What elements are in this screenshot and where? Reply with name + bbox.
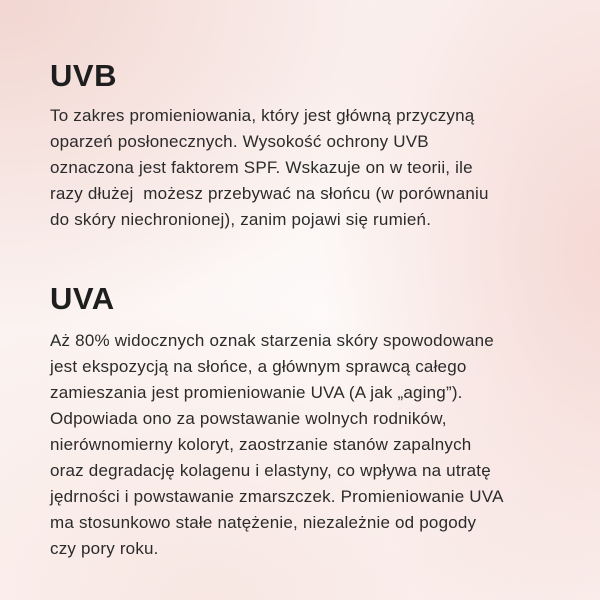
uva-paragraph-line: ma stosunkowo stałe natężenie, niezależnie od pogody bbox=[50, 513, 477, 532]
uvb-paragraph-line: razy dłużej możesz przebywać na słońcu (w porównaniu bbox=[50, 184, 489, 203]
uva-paragraph bbox=[50, 328, 570, 562]
uva-paragraph-line: nierównomierny koloryt, zaostrzanie stanów zapalnych bbox=[50, 435, 472, 454]
uva-paragraph-line: jędrności i powstawanie zmarszczek. Promieniowanie UVA bbox=[50, 487, 504, 506]
section-heading-uva: UVA bbox=[50, 281, 115, 316]
uva-paragraph-line: Odpowiada ono za powstawanie wolnych rodników, bbox=[50, 409, 447, 428]
uvb-paragraph-line: oznaczona jest faktorem SPF. Wskazuje on w teorii, ile bbox=[50, 158, 473, 177]
uvb-paragraph bbox=[50, 103, 570, 233]
uva-paragraph-line: zamieszania jest promieniowanie UVA (A jak „aging”). bbox=[50, 383, 463, 402]
uvb-paragraph-line: oparzeń posłonecznych. Wysokość ochrony UVB bbox=[50, 132, 429, 151]
uvb-paragraph-line: do skóry niechronionej), zanim pojawi się rumień. bbox=[50, 210, 432, 229]
uva-paragraph-line: czy pory roku. bbox=[50, 539, 159, 558]
uvb-paragraph-line: To zakres promieniowania, który jest główną przyczyną bbox=[50, 106, 475, 125]
uva-paragraph-line: Aż 80% widocznych oznak starzenia skóry spowodowane bbox=[50, 331, 494, 350]
uva-paragraph-line: jest ekspozycją na słońce, a głównym sprawcą całego bbox=[50, 357, 467, 376]
uva-paragraph-line: oraz degradację kolagenu i elastyny, co wpływa na utratę bbox=[50, 461, 491, 480]
section-heading-uvb: UVB bbox=[50, 58, 117, 93]
